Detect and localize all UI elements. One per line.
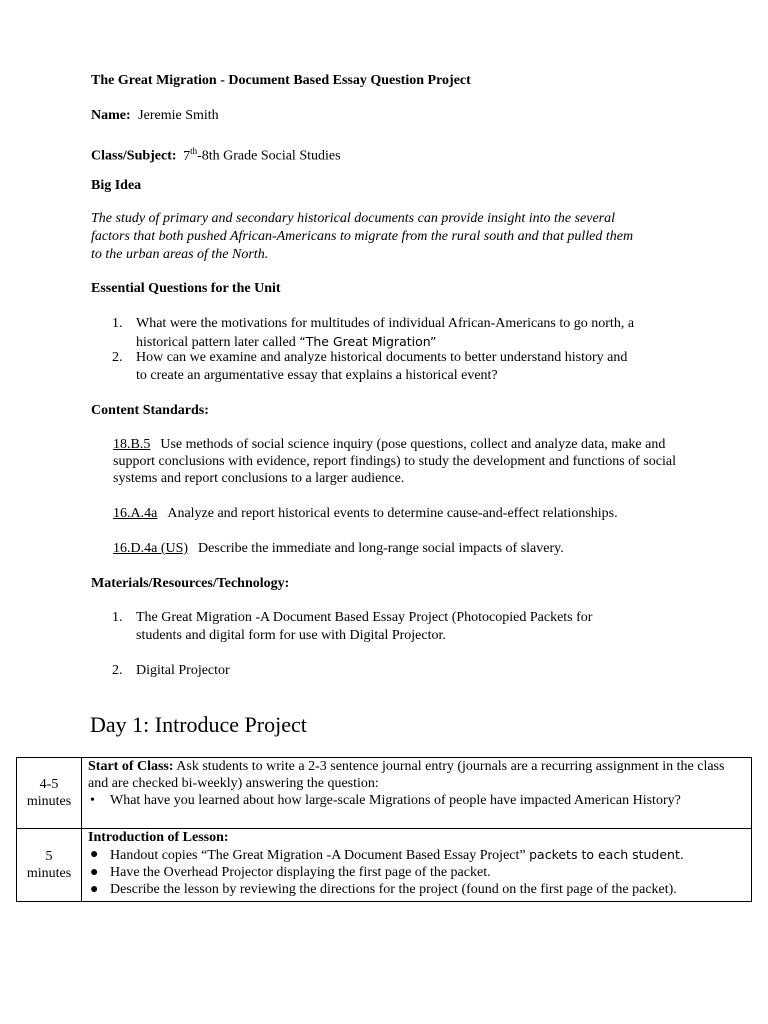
activity-cell: [82, 829, 752, 902]
duration-cell: [17, 829, 82, 902]
bullet-text: Have the Overhead Projector displaying the first page of the packet.: [110, 865, 491, 880]
standard-item: [113, 505, 683, 522]
activity-bullet: [88, 846, 747, 864]
activity-cell: [82, 758, 752, 829]
table-row: [17, 758, 752, 829]
name-label: Name:: [91, 108, 131, 123]
day-heading: Day 1: Introduce Project: [90, 712, 307, 737]
essential-questions-heading: Essential Questions for the Unit: [91, 281, 281, 296]
duration-cell: [17, 758, 82, 829]
class-subject-value: -8th Grade Social Studies: [197, 148, 341, 164]
big-idea-line-1: The study of primary and secondary historical documents can provide insight into the several: [91, 211, 616, 226]
table-row: [17, 829, 752, 902]
bullet-text-main: Handout copies “The Great Migration -A Document Based Essay Project”: [110, 848, 530, 863]
activity-intro: Ask students to write a 2-3 sentence journal entry (journals are a recurring assignment in the class and are checked bi-weekly) answering the question:: [88, 759, 725, 791]
duration-value: 4-5: [39, 777, 59, 792]
list-number: 1.: [112, 610, 123, 625]
duration-unit: minutes: [26, 866, 72, 881]
standard-text: Use methods of social science inquiry (pose questions, collect and analyze data, make and support conclusions with evidence, report findings) to study the development and functions of social systems and report conclusions to a larger audience.: [113, 437, 676, 486]
name-value: Jeremie Smith: [138, 108, 219, 123]
class-subject-label: Class/Subject:: [91, 148, 177, 164]
activity-label: Introduction of Lesson:: [88, 830, 229, 845]
list-number: 1.: [112, 316, 123, 331]
standard-text: Describe the immediate and long-range social impacts of slavery.: [198, 541, 564, 556]
bullet-text: [110, 846, 684, 864]
bullet-icon: •: [90, 793, 95, 808]
standard-text: Analyze and report historical events to determine cause-and-effect relationships.: [167, 506, 618, 521]
bullet-text: Describe the lesson by reviewing the directions for the project (found on the first page of the packet).: [110, 882, 677, 897]
grade-superscript: th: [190, 146, 198, 156]
standard-code: 18.B.5: [113, 437, 151, 452]
standard-item: [113, 436, 683, 487]
duration-unit: minutes: [26, 794, 72, 809]
schedule-table: [16, 757, 752, 902]
bullet-text: What have you learned about how large-scale Migrations of people have impacted American History?: [110, 793, 681, 808]
grade-number: 7: [183, 148, 191, 164]
bullet-icon: ●: [90, 882, 99, 897]
essential-question-line-2: to create an argumentative essay that explains a historical event?: [136, 368, 498, 383]
essential-question-item: [112, 349, 692, 385]
big-idea-line-2: factors that both pushed African-Americans to migrate from the rural south and that pulled them: [91, 229, 634, 244]
materials-item: [112, 662, 692, 680]
list-number: 2.: [112, 663, 123, 678]
standard-code: 16.A.4a: [113, 506, 158, 521]
class-subject-row: [91, 142, 341, 166]
big-idea-heading: Big Idea: [91, 178, 142, 193]
content-standards-heading: Content Standards:: [91, 403, 209, 418]
bullet-text-tail: packets to each student.: [529, 847, 684, 862]
essential-question-item: [112, 315, 692, 352]
big-idea-line-3: to the urban areas of the North.: [91, 247, 269, 262]
activity-bullet: [88, 792, 747, 809]
materials-line-1: Digital Projector: [136, 663, 230, 678]
materials-line-1: The Great Migration -A Document Based Essay Project (Photocopied Packets for: [136, 610, 593, 625]
essential-question-line-2-quote: “The Great Migration”: [299, 334, 437, 349]
activity-label: Start of Class:: [88, 759, 174, 774]
materials-item: [112, 609, 692, 645]
essential-question-line-1: What were the motivations for multitudes of individual African-Americans to go north, a: [136, 316, 635, 331]
standard-item: [113, 540, 683, 557]
duration-value: 5: [45, 849, 53, 864]
list-number: 2.: [112, 350, 123, 365]
document-title: The Great Migration - Document Based Essay Question Project: [91, 73, 471, 88]
activity-bullet: [88, 881, 747, 898]
name-row: [91, 107, 219, 125]
essential-question-line-2-text: historical pattern later called: [136, 335, 300, 350]
standard-code: 16.D.4a (US): [113, 541, 189, 556]
bullet-icon: ●: [90, 847, 99, 862]
materials-line-2: students and digital form for use with Digital Projector.: [136, 628, 446, 643]
essential-question-line-1: How can we examine and analyze historical documents to better understand history and: [136, 350, 628, 365]
materials-heading: Materials/Resources/Technology:: [91, 576, 290, 591]
bullet-icon: ●: [90, 865, 99, 880]
activity-bullet: [88, 864, 747, 881]
